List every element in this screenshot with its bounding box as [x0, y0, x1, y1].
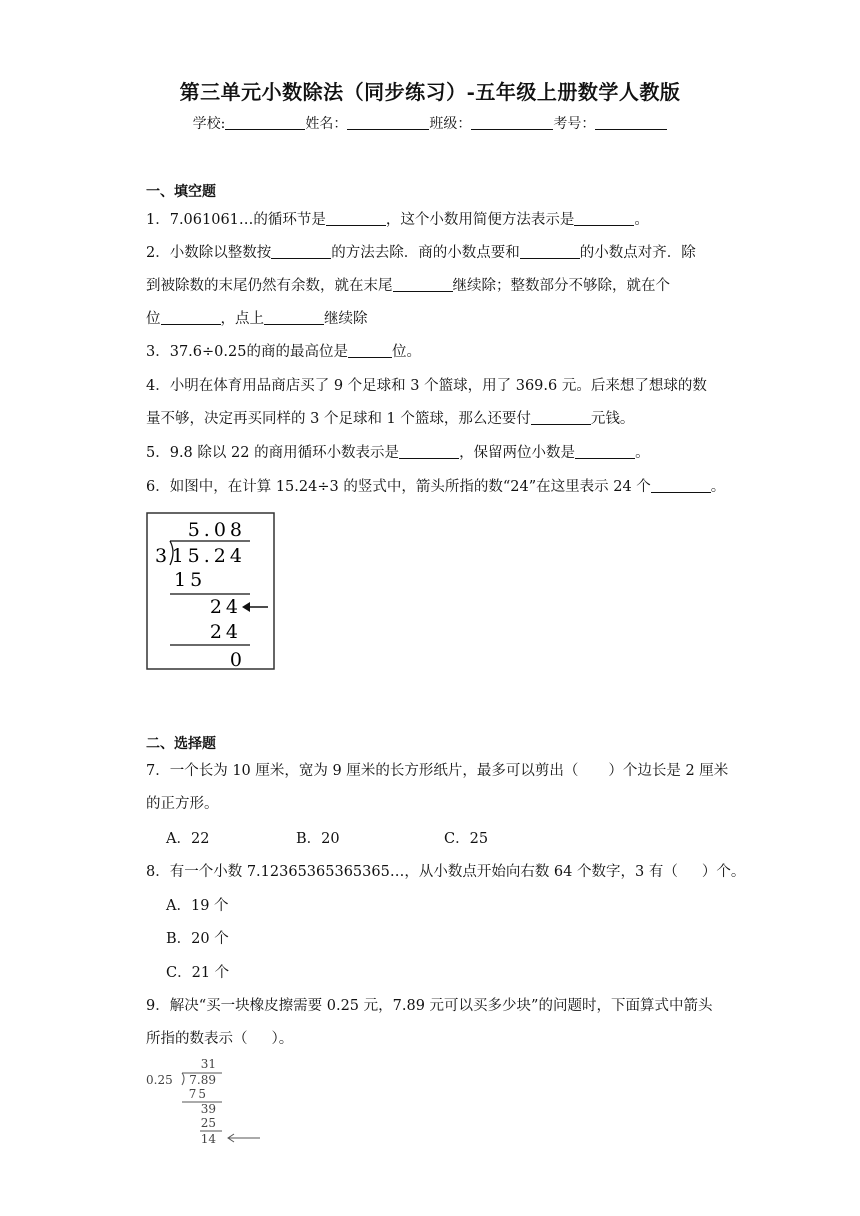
step3-text: 25 [200, 1116, 216, 1130]
step3-text: 24 [209, 621, 242, 643]
exam-no-blank[interactable] [595, 115, 667, 130]
long-division-figure-q9 [144, 1056, 268, 1148]
question-4-line2: 量不够，决定再买同样的 3 个足球和 1 个篮球，那么还要付 元钱。 [146, 411, 635, 427]
answer-blank[interactable] [348, 343, 392, 358]
question-7-line1: 7．一个长为 10 厘米，宽为 9 厘米的长方形纸片，最多可以剪出（ ）个边长是 2 厘米 [146, 763, 729, 779]
question-6: 6．如图中，在计算 15.24÷3 的竖式中，箭头所指的数“24”在这里表示 24 个 。 [146, 479, 726, 495]
dividend-text: 7.89 [189, 1073, 216, 1087]
arrow-left-icon [242, 602, 268, 612]
question-2-line3: 位 ，点上 继续除 [146, 311, 368, 327]
question-4-line1: 4．小明在体育用品商店买了 9 个足球和 3 个篮球，用了 369.6 元。后来想了想球的数 [146, 378, 707, 394]
name-blank[interactable] [347, 115, 429, 130]
remainder-text: 14 [200, 1132, 216, 1146]
school-blank[interactable] [225, 115, 305, 130]
page-title: 第三单元小数除法（同步练习）-五年级上册数学人教版 [179, 80, 681, 104]
question-7-line2: 的正方形。 [146, 796, 219, 812]
dividend-text: 15.24 [171, 545, 246, 567]
step2-text: 39 [200, 1102, 216, 1116]
question-1: 1．7.061061…的循环节是 ，这个小数用简便方法表示是 。 [146, 212, 649, 228]
divisor-text: 3 [155, 545, 168, 567]
quotient-text: 31 [200, 1057, 216, 1071]
answer-blank[interactable] [399, 444, 459, 459]
answer-blank[interactable] [575, 444, 635, 459]
step2-text: 24 [209, 596, 242, 618]
question-9-line2: 所指的数表示（ ）。 [146, 1031, 294, 1047]
exam-no-label: 考号： [553, 116, 596, 132]
question-2-line1: 2．小数除以整数按 的方法去除．商的小数点要和 的小数点对齐．除 [146, 245, 696, 261]
answer-blank[interactable] [264, 310, 324, 325]
question-5: 5．9.8 除以 22 的商用循环小数表示是 ，保留两位小数是 。 [146, 445, 650, 461]
remainder-text: 0 [229, 649, 242, 671]
answer-blank[interactable] [393, 277, 453, 292]
answer-blank[interactable] [574, 211, 634, 226]
quotient-text: 5.08 [187, 519, 246, 541]
class-blank[interactable] [471, 115, 553, 130]
option-c[interactable]: C．21 个 [166, 965, 230, 981]
divisor-text: 0.25 [146, 1073, 173, 1087]
question-8: 8．有一个小数 7.12365365365365…，从小数点开始向右数 64 个数字，3 有（ ）个。 [146, 864, 746, 880]
question-3: 3．37.6÷0.25的商的最高位是 位。 [146, 344, 421, 360]
question-2-line2: 到被除数的末尾仍然有余数，就在末尾 继续除；整数部分不够除，就在个 [146, 278, 670, 294]
arrow-left-icon [228, 1134, 260, 1142]
step1-text: 75 [188, 1087, 208, 1101]
option-a[interactable]: A．22 [166, 831, 210, 847]
answer-blank[interactable] [531, 410, 591, 425]
section1-heading: 一、填空题 [146, 184, 216, 200]
step1-text: 15 [174, 569, 207, 591]
section2-heading: 二、选择题 [146, 736, 216, 752]
answer-blank[interactable] [161, 310, 221, 325]
student-info-line [0, 113, 860, 133]
option-c[interactable]: C．25 [444, 831, 489, 847]
option-a[interactable]: A．19 个 [166, 898, 229, 914]
name-label: 姓名： [305, 116, 348, 132]
class-label: 班级： [429, 116, 472, 132]
option-b[interactable]: B．20 个 [166, 931, 229, 947]
answer-blank[interactable] [651, 478, 711, 493]
answer-blank[interactable] [520, 244, 580, 259]
long-division-figure-q6 [146, 512, 276, 672]
school-label: 学校: [192, 116, 226, 132]
answer-blank[interactable] [271, 244, 331, 259]
answer-blank[interactable] [326, 211, 386, 226]
question-9-line1: 9．解决“买一块橡皮擦需要 0.25 元，7.89 元可以买多少块”的问题时，下面算式中箭头 [146, 998, 713, 1014]
option-b[interactable]: B．20 [296, 831, 340, 847]
